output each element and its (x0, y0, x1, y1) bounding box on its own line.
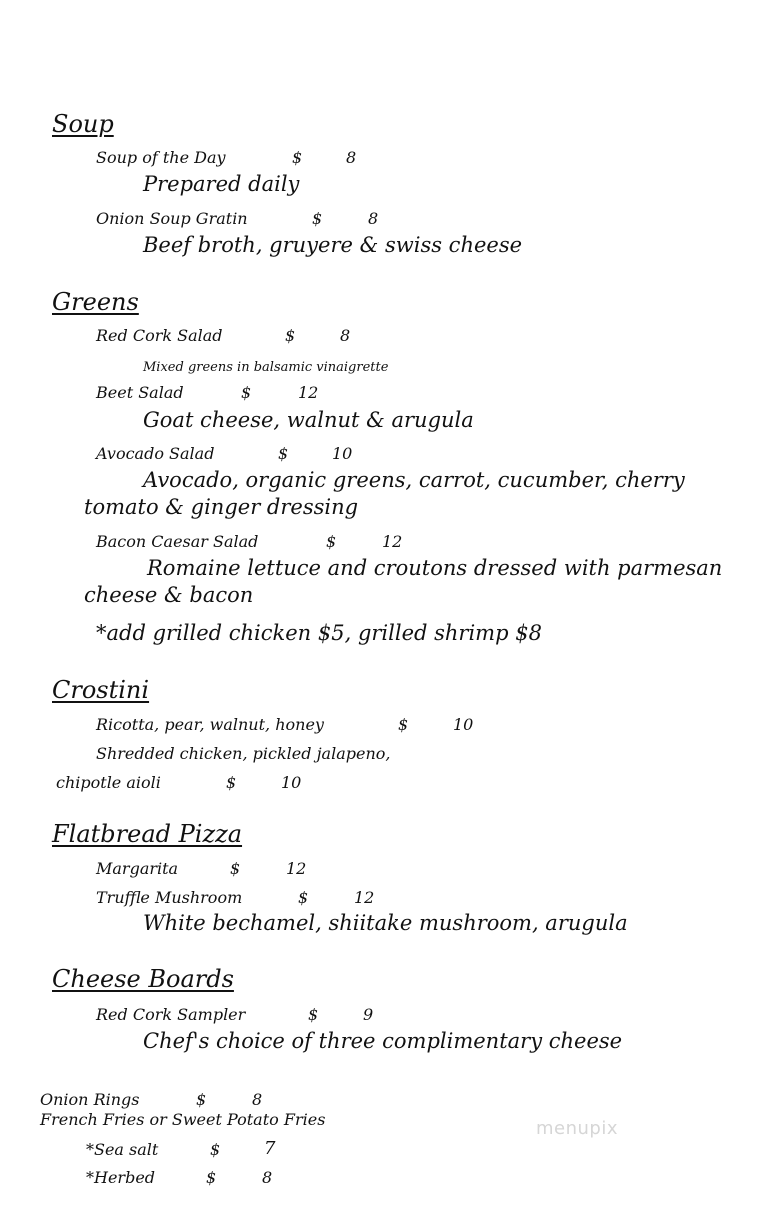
currency-symbol: $ (398, 715, 409, 734)
item-price: 12 (286, 859, 307, 878)
item-name-sea-salt: *Sea salt (86, 1140, 159, 1159)
currency-symbol: $ (241, 383, 252, 402)
item-name-herbed: *Herbed (86, 1168, 156, 1187)
item-name-shredded-chicken-line2: chipotle aioli (56, 773, 161, 792)
item-name-onion-soup-gratin: Onion Soup Gratin (96, 209, 248, 228)
currency-symbol: $ (308, 1005, 319, 1024)
currency-symbol: $ (230, 859, 241, 878)
item-price: 8 (252, 1090, 263, 1109)
item-name-ricotta: Ricotta, pear, walnut, honey (96, 715, 324, 734)
item-description-line1: Romaine lettuce and croutons dressed with parmesan (147, 556, 723, 580)
section-heading-greens: Greens (52, 288, 139, 316)
currency-symbol: $ (206, 1168, 217, 1187)
section-heading-cheese-boards: Cheese Boards (52, 965, 234, 993)
item-name-red-cork-sampler: Red Cork Sampler (96, 1005, 246, 1024)
item-name-onion-rings: Onion Rings (40, 1090, 140, 1109)
watermark-logo: menupix (536, 1118, 619, 1139)
item-description-line1: Avocado, organic greens, carrot, cucumber, cherry (143, 468, 685, 492)
item-price: 8 (346, 148, 357, 167)
item-name-shredded-chicken-line1: Shredded chicken, pickled jalapeno, (96, 744, 391, 763)
currency-symbol: $ (196, 1090, 207, 1109)
currency-symbol: $ (210, 1140, 221, 1159)
item-price: 10 (453, 715, 474, 734)
item-name-soup-of-the-day: Soup of the Day (96, 148, 226, 167)
currency-symbol: $ (326, 532, 337, 551)
currency-symbol: $ (278, 444, 289, 463)
item-description-line2: cheese & bacon (84, 583, 254, 607)
item-description: Mixed greens in balsamic vinaigrette (143, 360, 389, 375)
item-price: 8 (262, 1168, 273, 1187)
greens-addon-note: *add grilled chicken $5, grilled shrimp $8 (96, 621, 542, 645)
item-price: 12 (298, 383, 319, 402)
item-name-avocado-salad: Avocado Salad (96, 444, 215, 463)
currency-symbol: $ (298, 888, 309, 907)
item-price: 7 (264, 1138, 276, 1159)
currency-symbol: $ (285, 326, 296, 345)
item-description: Prepared daily (143, 172, 300, 196)
item-price: 10 (281, 773, 302, 792)
item-price: 12 (354, 888, 375, 907)
section-heading-soup: Soup (52, 110, 114, 138)
item-price: 12 (382, 532, 403, 551)
item-price: 8 (368, 209, 379, 228)
item-description: Beef broth, gruyere & swiss cheese (143, 233, 523, 257)
currency-symbol: $ (292, 148, 303, 167)
currency-symbol: $ (312, 209, 323, 228)
fries-heading: French Fries or Sweet Potato Fries (40, 1110, 326, 1129)
item-description: White bechamel, shiitake mushroom, arugula (143, 911, 628, 935)
item-name-truffle-mushroom: Truffle Mushroom (96, 888, 243, 907)
item-description: Chef's choice of three complimentary cheese (143, 1029, 623, 1053)
item-description: Goat cheese, walnut & arugula (143, 408, 474, 432)
item-price: 9 (363, 1005, 374, 1024)
item-description-line2: tomato & ginger dressing (84, 495, 359, 519)
item-name-bacon-caesar-salad: Bacon Caesar Salad (96, 532, 259, 551)
section-heading-flatbread-pizza: Flatbread Pizza (52, 820, 243, 848)
currency-symbol: $ (226, 773, 237, 792)
section-heading-crostini: Crostini (52, 676, 150, 704)
item-name-margarita: Margarita (96, 859, 179, 878)
item-price: 10 (332, 444, 353, 463)
item-name-red-cork-salad: Red Cork Salad (96, 326, 223, 345)
item-price: 8 (340, 326, 351, 345)
item-name-beet-salad: Beet Salad (96, 383, 184, 402)
